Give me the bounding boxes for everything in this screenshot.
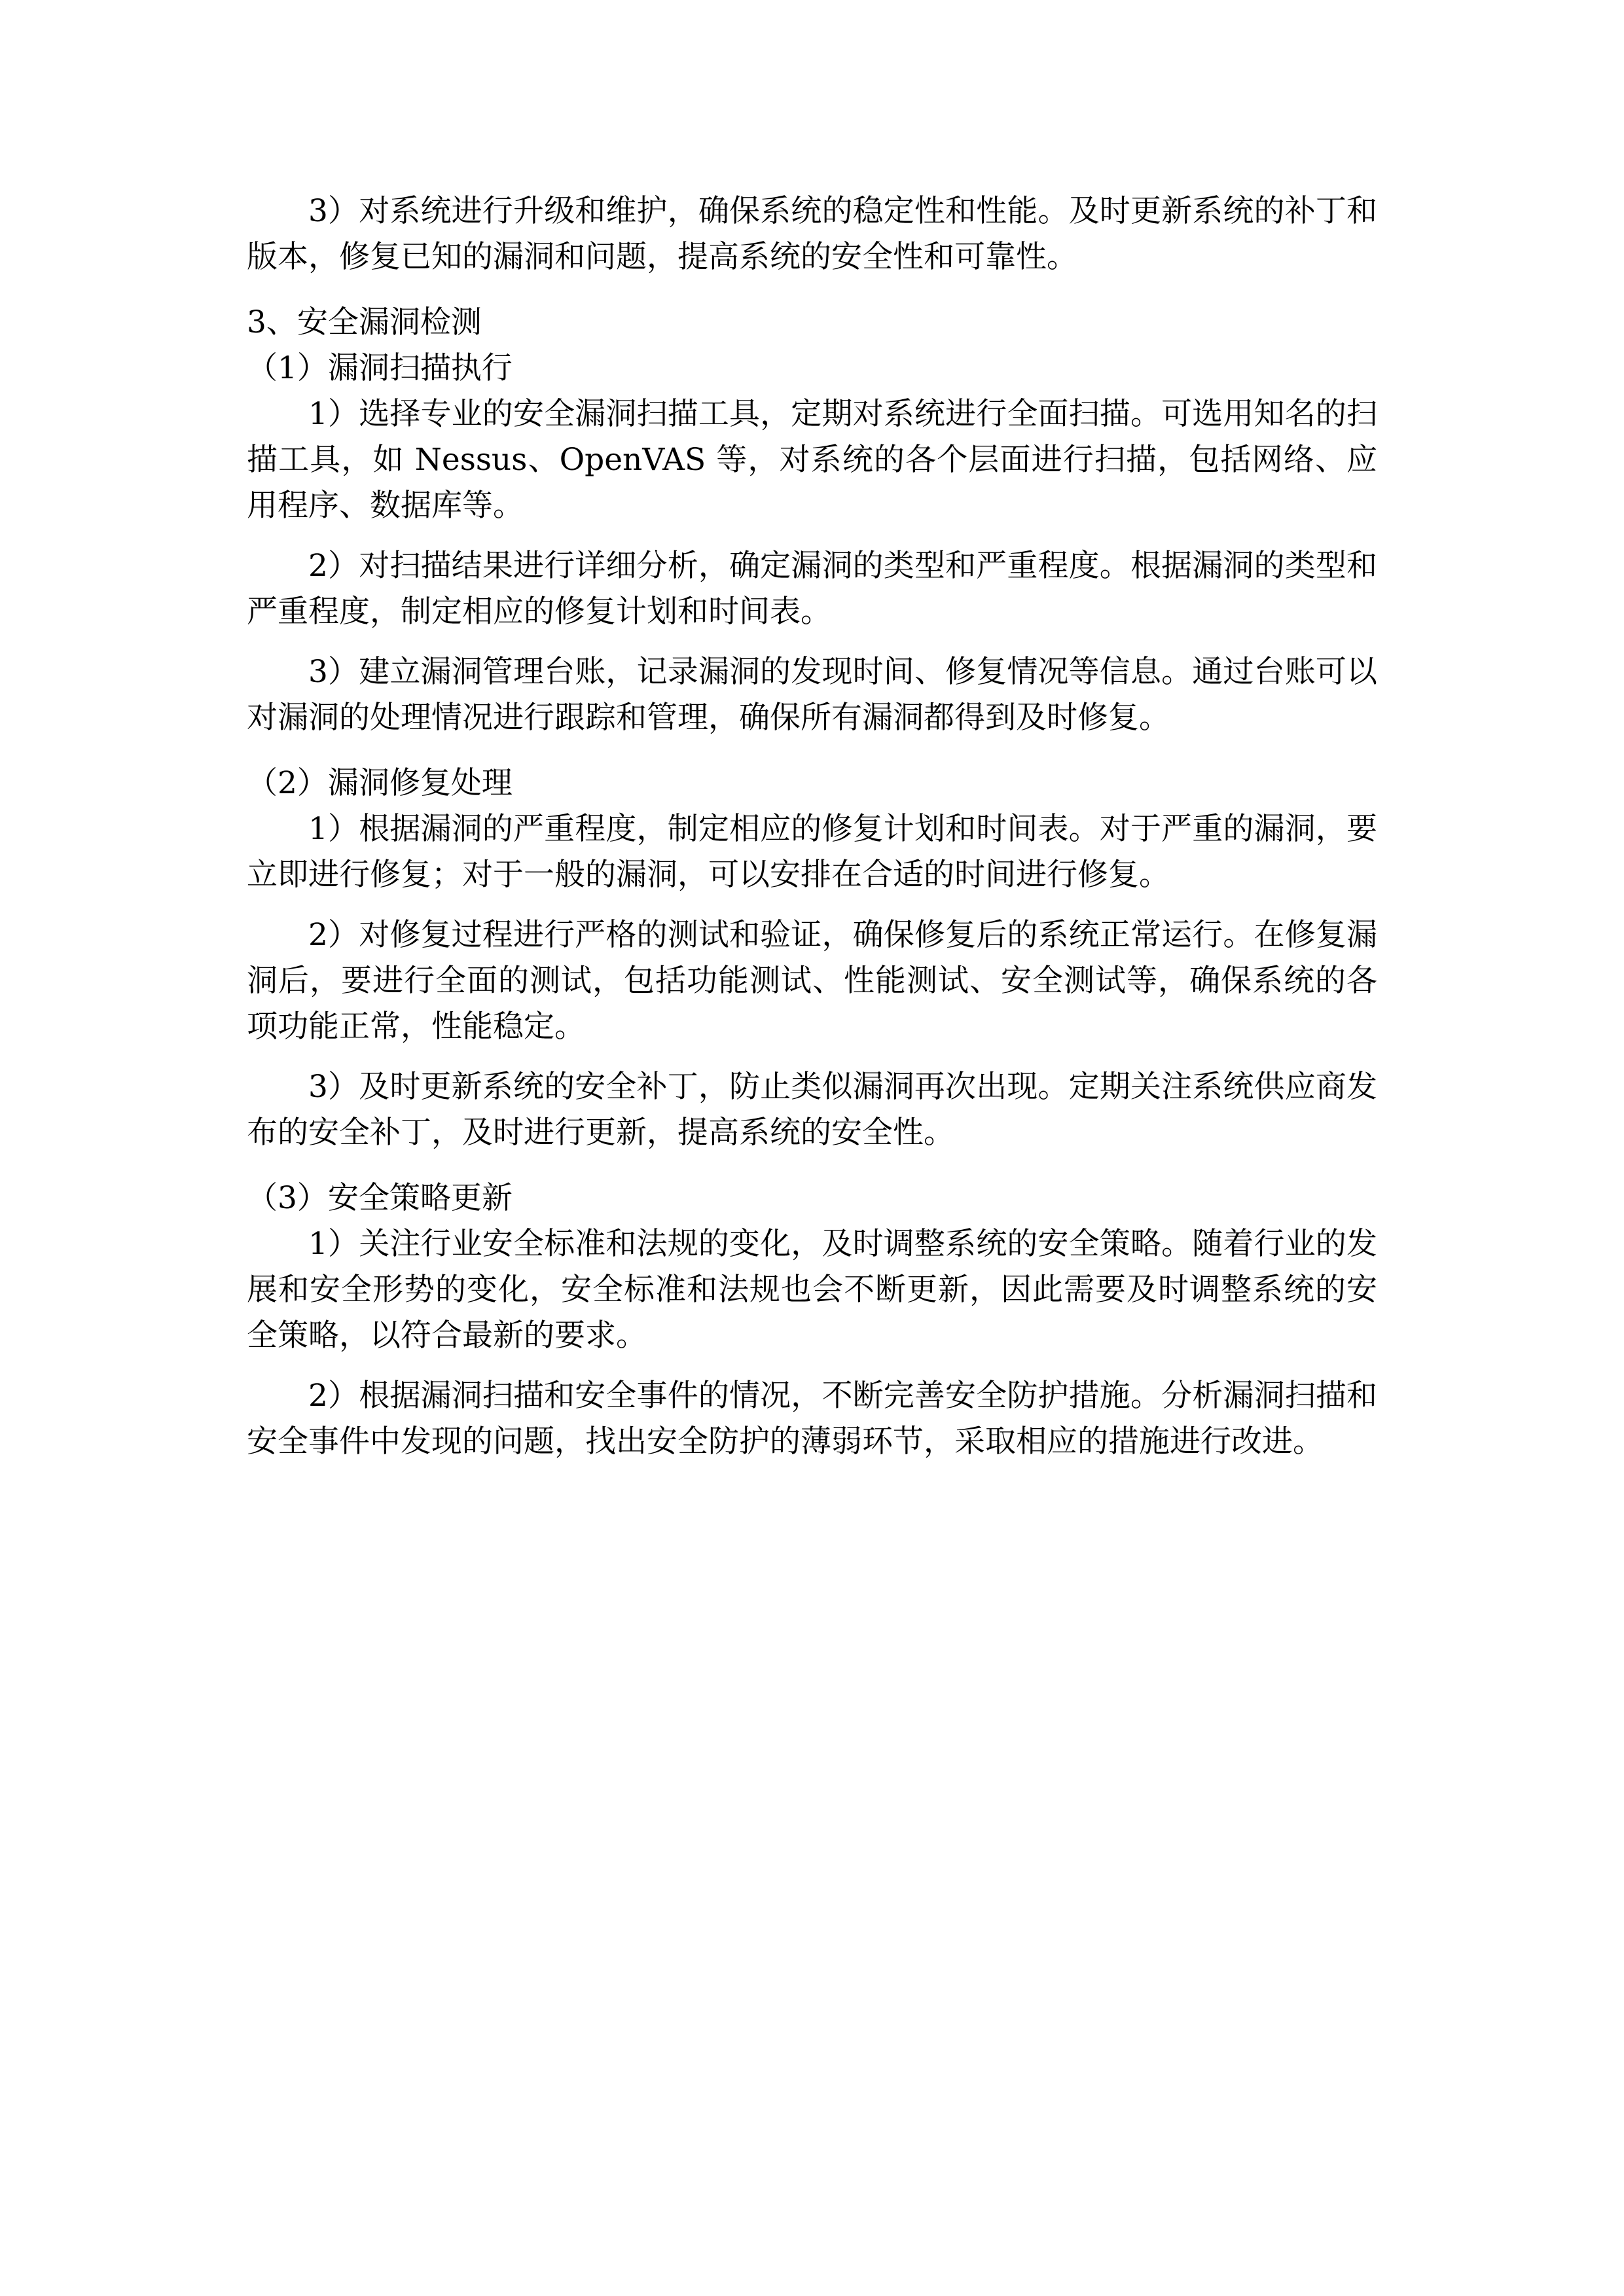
paragraph-fix-plan: 1）根据漏洞的严重程度，制定相应的修复计划和时间表。对于严重的漏洞，要立即进行修复；对于一般的漏洞，可以安排在合适的时间进行修复。: [247, 811, 1377, 893]
section-title-vulnerability-detection: 3、安全漏洞检测: [247, 304, 482, 340]
paragraph-scan-analysis: 2）对扫描结果进行详细分析，确定漏洞的类型和严重程度。根据漏洞的类型和严重程度，制定相应的修复计划和时间表。: [247, 548, 1377, 630]
paragraph-fix-testing: 2）对修复过程进行严格的测试和验证，确保修复后的系统正常运行。在修复漏洞后，要进行全面的测试，包括功能测试、性能测试、安全测试等，确保系统的各项功能正常，性能稳定。: [247, 917, 1377, 1045]
subsection-title-policy-update: （3）安全策略更新: [247, 1180, 513, 1216]
paragraph-protection-improvement: 2）根据漏洞扫描和安全事件的情况，不断完善安全防护措施。分析漏洞扫描和安全事件中发现的问题，找出安全防护的薄弱环节，采取相应的措施进行改进。: [247, 1378, 1377, 1460]
paragraph-policy-standards: 1）关注行业安全标准和法规的变化，及时调整系统的安全策略。随着行业的发展和安全形势的变化，安全标准和法规也会不断更新，因此需要及时调整系统的安全策略，以符合最新的要求。: [247, 1226, 1377, 1354]
paragraph-scan-tools: 1）选择专业的安全漏洞扫描工具，定期对系统进行全面扫描。可选用知名的扫描工具，如 Nessus、OpenVAS 等，对系统的各个层面进行扫描，包括网络、应用程序、数据库等。: [247, 396, 1377, 524]
page-content: [247, 188, 1377, 1479]
paragraph-security-patches: 3）及时更新系统的安全补丁，防止类似漏洞再次出现。定期关注系统供应商发布的安全补丁，及时进行更新，提高系统的安全性。: [247, 1069, 1377, 1151]
paragraph-vulnerability-ledger: 3）建立漏洞管理台账，记录漏洞的发现时间、修复情况等信息。通过台账可以对漏洞的处理情况进行跟踪和管理，确保所有漏洞都得到及时修复。: [247, 654, 1377, 736]
subsection-title-vulnerability-scan: （1）漏洞扫描执行: [247, 350, 513, 386]
subsection-title-vulnerability-fix: （2）漏洞修复处理: [247, 765, 513, 801]
paragraph-system-upgrade: 3）对系统进行升级和维护，确保系统的稳定性和性能。及时更新系统的补丁和版本，修复已知的漏洞和问题，提高系统的安全性和可靠性。: [247, 193, 1377, 275]
